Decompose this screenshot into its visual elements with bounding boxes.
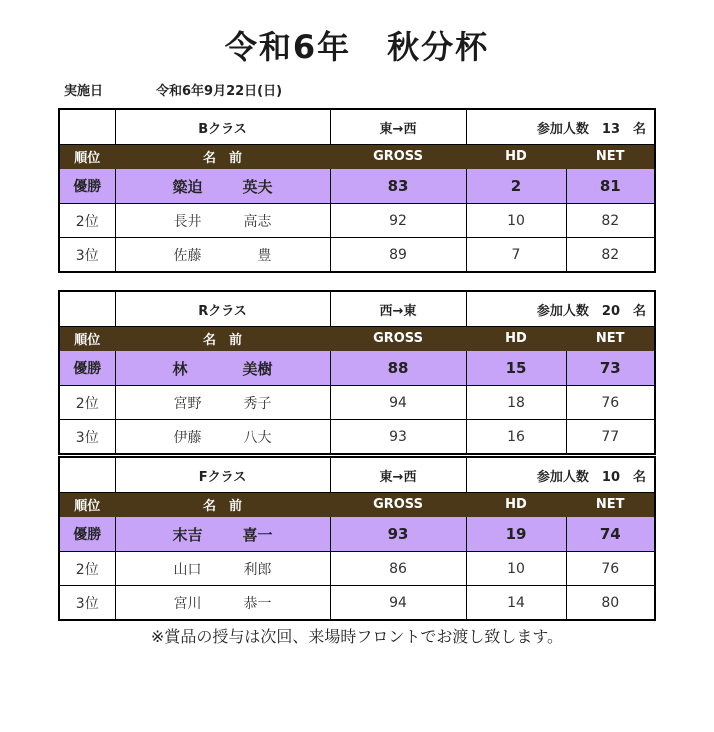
handicap: 16 bbox=[466, 420, 566, 455]
player-name: 林 美樹 bbox=[115, 351, 330, 386]
table-row bbox=[59, 351, 655, 386]
player-name: 佐藤 豊 bbox=[115, 238, 330, 273]
results-table-f-class bbox=[58, 456, 656, 621]
table-row bbox=[59, 204, 655, 238]
column-header-row bbox=[59, 145, 655, 169]
player-name: 伊藤 八大 bbox=[115, 420, 330, 455]
rank-cell: 2位 bbox=[59, 552, 115, 586]
participant-count: 参加人数 10 名 bbox=[466, 457, 655, 493]
column-header-row bbox=[59, 493, 655, 517]
net-score: 76 bbox=[566, 552, 655, 586]
table-row bbox=[59, 420, 655, 455]
class-info-row bbox=[59, 457, 655, 493]
handicap: 18 bbox=[466, 386, 566, 420]
class-info-row bbox=[59, 291, 655, 327]
participant-count: 参加人数 13 名 bbox=[466, 109, 655, 145]
player-name: 山口 利郎 bbox=[115, 552, 330, 586]
handicap: 19 bbox=[466, 517, 566, 552]
footer-note: ※賞品の授与は次回、来場時フロントでお渡し致します。 bbox=[150, 627, 564, 646]
title-event: 秋分杯 bbox=[387, 28, 490, 66]
page-title bbox=[0, 22, 714, 68]
col-hd: HD bbox=[466, 493, 566, 517]
title-year: 令和6年 bbox=[224, 28, 352, 66]
player-name: 宮川 恭一 bbox=[115, 586, 330, 621]
player-name: 末吉 喜一 bbox=[115, 517, 330, 552]
rank-cell: 3位 bbox=[59, 586, 115, 621]
rank-cell: 2位 bbox=[59, 386, 115, 420]
col-rank: 順位 bbox=[59, 327, 115, 351]
net-score: 73 bbox=[566, 351, 655, 386]
col-gross: GROSS bbox=[330, 145, 466, 169]
rank-cell: 3位 bbox=[59, 238, 115, 273]
event-date-row bbox=[64, 80, 282, 99]
handicap: 10 bbox=[466, 204, 566, 238]
date-label: 実施日 bbox=[64, 84, 104, 99]
gross-score: 89 bbox=[330, 238, 466, 273]
table-row bbox=[59, 552, 655, 586]
handicap: 2 bbox=[466, 169, 566, 204]
class-name: Bクラス bbox=[115, 109, 330, 145]
net-score: 82 bbox=[566, 204, 655, 238]
gross-score: 94 bbox=[330, 586, 466, 621]
table-row bbox=[59, 386, 655, 420]
results-table-r-class bbox=[58, 290, 656, 455]
handicap: 10 bbox=[466, 552, 566, 586]
col-rank: 順位 bbox=[59, 493, 115, 517]
class-name: Fクラス bbox=[115, 457, 330, 493]
class-info-row bbox=[59, 109, 655, 145]
col-rank: 順位 bbox=[59, 145, 115, 169]
col-hd: HD bbox=[466, 327, 566, 351]
rank-cell: 優勝 bbox=[59, 517, 115, 552]
date-value: 令和6年9月22日(日) bbox=[156, 84, 283, 99]
net-score: 74 bbox=[566, 517, 655, 552]
col-net: NET bbox=[566, 145, 655, 169]
net-score: 77 bbox=[566, 420, 655, 455]
col-name: 名 前 bbox=[115, 145, 330, 169]
table-row bbox=[59, 586, 655, 621]
col-net: NET bbox=[566, 493, 655, 517]
course-direction: 西→東 bbox=[330, 291, 466, 327]
handicap: 14 bbox=[466, 586, 566, 621]
col-name: 名 前 bbox=[115, 327, 330, 351]
rank-cell: 優勝 bbox=[59, 351, 115, 386]
gross-score: 94 bbox=[330, 386, 466, 420]
col-name: 名 前 bbox=[115, 493, 330, 517]
table-row bbox=[59, 238, 655, 273]
gross-score: 88 bbox=[330, 351, 466, 386]
rank-cell: 2位 bbox=[59, 204, 115, 238]
course-direction: 東→西 bbox=[330, 109, 466, 145]
gross-score: 93 bbox=[330, 517, 466, 552]
handicap: 15 bbox=[466, 351, 566, 386]
col-gross: GROSS bbox=[330, 327, 466, 351]
net-score: 81 bbox=[566, 169, 655, 204]
column-header-row bbox=[59, 327, 655, 351]
col-net: NET bbox=[566, 327, 655, 351]
class-name: Rクラス bbox=[115, 291, 330, 327]
gross-score: 93 bbox=[330, 420, 466, 455]
gross-score: 83 bbox=[330, 169, 466, 204]
net-score: 76 bbox=[566, 386, 655, 420]
net-score: 82 bbox=[566, 238, 655, 273]
rank-cell: 優勝 bbox=[59, 169, 115, 204]
handicap: 7 bbox=[466, 238, 566, 273]
table-row bbox=[59, 169, 655, 204]
player-name: 簗迫 英夫 bbox=[115, 169, 330, 204]
rank-cell: 3位 bbox=[59, 420, 115, 455]
course-direction: 東→西 bbox=[330, 457, 466, 493]
results-table-b-class bbox=[58, 108, 656, 273]
col-hd: HD bbox=[466, 145, 566, 169]
player-name: 長井 高志 bbox=[115, 204, 330, 238]
participant-count: 参加人数 20 名 bbox=[466, 291, 655, 327]
col-gross: GROSS bbox=[330, 493, 466, 517]
gross-score: 92 bbox=[330, 204, 466, 238]
net-score: 80 bbox=[566, 586, 655, 621]
table-row bbox=[59, 517, 655, 552]
player-name: 宮野 秀子 bbox=[115, 386, 330, 420]
gross-score: 86 bbox=[330, 552, 466, 586]
